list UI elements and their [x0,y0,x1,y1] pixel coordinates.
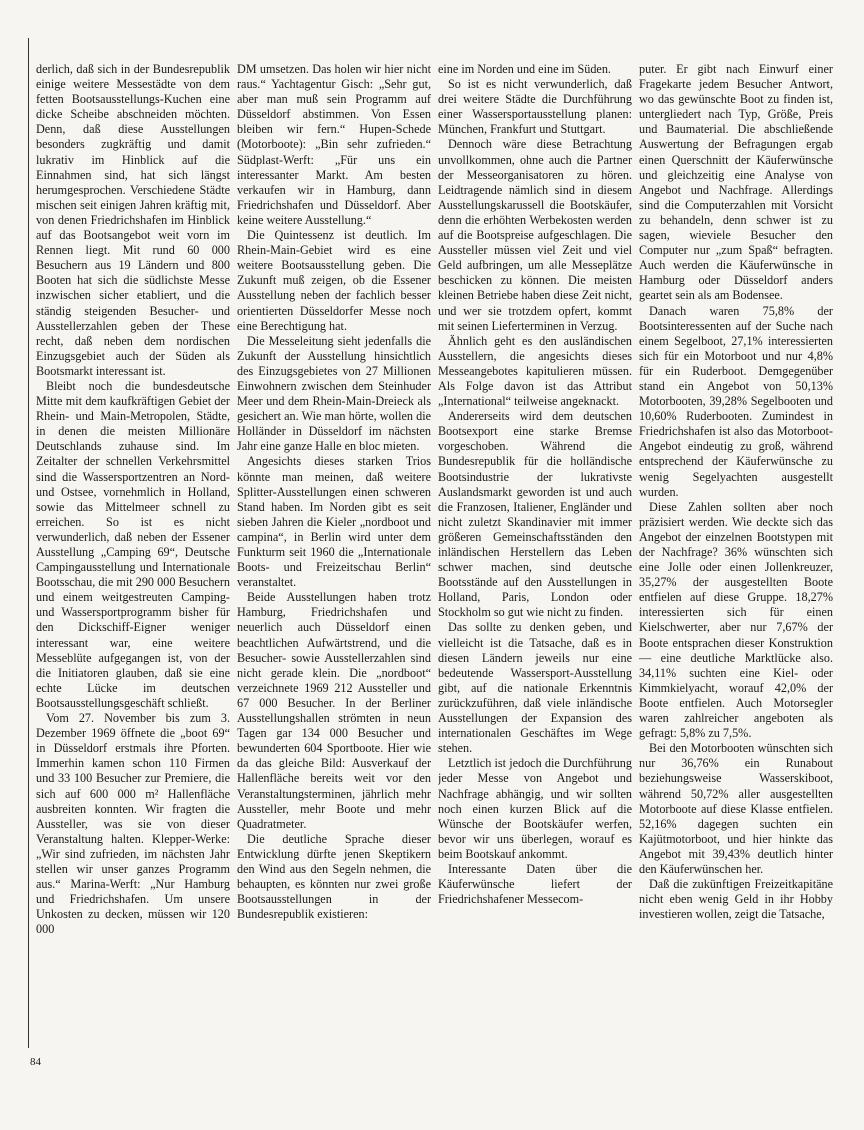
paragraph: Das sollte zu denken geben, und vielleicht ist die Tatsache, daß es in diesen Ländern jeweils nur eine bedeutende Wassersport-Ausstellung gibt, auf die nationale Erkenntnis zurückzuführen, daß viele inländische Ausstellungen der Expansion des internationalen Geschäftes im Wege stehen. [438,620,632,756]
article-columns [36,62,834,1057]
paragraph: eine im Norden und eine im Süden. [438,62,611,76]
paragraph: Daß die zukünftigen Freizeitkapitäne nicht eben wenig Geld in ihr Hobby investieren wollen, zeigt die Tatsache, [639,877,833,922]
paragraph: Bleibt noch die bundesdeutsche Mitte mit dem kaufkräftigen Gebiet der Rhein- und Main-Metropolen, Städte, in denen die meisten Millionäre Deutschlands zuhause sind. Im Zeitalter der schnellen Verkehrsmittel sind die Wassersportzentren an Nord- und Ostsee, vornehmlich in Holland, sowie das Mittelmeer schnell zu erreichen. So ist es nicht verwunderlich, daß neben der Essener Ausstellung „Camping 69“, Deutsche Campingausstellung und Internationale Bootsschau, die mit 290 000 Besuchern und einem weitgestreuten Camping- und Wassersportprogramm bisher für den Dickschiff-Eigner weniger interessant war, eine weitere Messeblüte aufgegangen ist, von der die Initiatoren glauben, daß sie eine echte Lücke im deutschen Bootsausstellungsgeschäft schließt. [36,378,230,710]
paragraph: derlich, daß sich in der Bundesrepublik einige weitere Messestädte von dem fetten Bootsausstellungs-Kuchen eine dicke Scheibe abschneiden möchten. Denn, daß diese Ausstellungen besonders zugkräftig und damit lukrativ im Hinblick auf die Einnahmen sind, hat sich längst herumgesprochen. Verschiedene Städte mischen seit einigen Jahren kräftig mit, von denen Friedrichshafen im Hinblick auf das Bootsangebot weit vorn im Rennen liegt. Mit rund 60 000 Besuchern aus 19 Ländern und 800 Booten hat sich die südlichste Messe inzwischen sicher etabliert, und die ständig steigenden Besucher- und Ausstellerzahlen geben der These recht, daß neben dem nordischen Einzugsgebiet auch der Süden als Bootsmarkt interessant ist. [36,62,230,378]
paragraph: Letztlich ist jedoch die Durchführung jeder Messe von Angebot und Nachfrage abhängig, und wir sollten noch einen kurzen Blick auf die Wünsche der Bootskäufer werfen, bevor wir uns überlegen, worauf es beim Bootskauf ankommt. [438,756,632,861]
text-column-1 [36,62,230,1057]
paragraph: DM umsetzen. Das holen wir hier nicht raus.“ Yachtagentur Gisch: „Sehr gut, aber man muß sein Programm auf Düsseldorf abstimmen. Von Essen bleiben wir fern.“ Hupen-Schede (Motorboote): „Bin sehr zufrieden.“ Südplast-Werft: „Für uns ein interessanter Markt. Am besten verkaufen wir in Hamburg, dann Friedrichshafen und Düsseldorf. Aber keine weitere Ausstellung.“ [237,62,431,227]
page-number: 84 [30,1056,41,1068]
paragraph: Die Quintessenz ist deutlich. Im Rhein-Main-Gebiet wird es eine weitere Bootsausstellung geben. Die Zukunft muß zeigen, ob die Essener Ausstellung neben der fachlich besser orientierten Düsseldorfer Messe noch eine Berechtigung hat. [237,228,431,333]
text-column-2 [237,62,431,1057]
paragraph: Die deutliche Sprache dieser Entwicklung dürfte jenen Skeptikern den Wind aus den Segeln nehmen, die behaupten, es könnten nur zwei große Bootsausstellungen in der Bundesrepublik existieren: [237,831,431,922]
paragraph: Die Messeleitung sieht jedenfalls die Zukunft der Ausstellung hinsichtlich des Einzugsgebietes von 27 Millionen Einwohnern zwischen dem Steinhuder Meer und dem Rhein-Main-Dreieck als gesichert an. Wie man hörte, wollen die Holländer in Düsseldorf im nächsten Jahr eine ganze Halle en bloc mieten. [237,333,431,454]
paragraph: Angesichts dieses starken Trios könnte man meinen, daß weitere Splitter-Ausstellungen einen schweren Stand haben. Im Norden gibt es seit sieben Jahren die Kieler „nordboot und campina“, in Berlin wird unter dem Funkturm seit 1960 die „Internationale Boots- und Freizeitschau Berlin“ veranstaltet. [237,454,431,590]
paragraph: Vom 27. November bis zum 3. Dezember 1969 öffnete die „boot 69“ in Düsseldorf erstmals ihre Pforten. Immerhin kamen schon 110 Firmen und 33 100 Besucher zur Premiere, die sich auf 600 000 m² Hallenfläche ausbreiten konnten. Wir fragten die Aussteller, was sie von dieser Veranstaltung halten. Klepper-Werke: „Wir sind zufrieden, im nächsten Jahr stellen wir unser ganzes Programm aus.“ Marina-Werft: „Nur Hamburg und Friedrichshafen. Um unsere Unkosten zu decken, müssen wir 120 000 [36,711,230,937]
paragraph: Dennoch wäre diese Betrachtung unvollkommen, ohne auch die Partner der Messeorganisatoren zu hören. Leidtragende nämlich sind in diesem Ausstellungskarussell die Bootskäufer, denn die erhöhten Werbekosten werden auf die Bootspreise aufgeschlagen. Die Aussteller müssen viel Zeit und viel Geld aufbringen, um alle Messeplätze beschicken zu können. Die meisten kleinen Betriebe haben diese Zeit nicht, und wer sie trotzdem opfert, kommt mit seinen Lieferterminen in Verzug. [438,137,632,333]
paragraph: Diese Zahlen sollten aber noch präzisiert werden. Wie deckte sich das Angebot der einzelnen Bootstypen mit der Nachfrage? 36% wünschten sich eine Jolle oder einen Jollenkreuzer, 35,27% der ausgestellten Boote entfielen auf diese Gruppe. 18,27% interessierten sich für einen Kielschwerter, aber nur 7,67% der Boote entsprachen dieser Konstruktion — eine deutliche Marktlücke also. 34,11% suchten eine Kiel- oder Kimmkielyacht, worauf 42,0% der Boote entfielen. Auch Motorsegler waren zahlreicher angeboten als gefragt: 5,8% zu 7,5%. [639,499,833,741]
text-column-3 [438,62,632,1057]
paragraph: Interessante Daten über die Käuferwünsche liefert der Friedrichshafener Messecom- [438,861,632,907]
paragraph: Bei den Motorbooten wünschten sich nur 36,76% ein Runabout beziehungsweise Wasserskiboot, während 50,72% aller ausgestellten Motorboote auf diese Klasse entfielen. 52,16% dagegen suchten ein Kajütmotorboot, und hier hinkte das Angebot mit 39,43% deutlich hinter den Käuferwünschen her. [639,741,833,876]
text-column-4 [639,62,833,1057]
page-margin-rule [28,38,29,1048]
paragraph: Beide Ausstellungen haben trotz Hamburg, Friedrichshafen und neuerlich auch Düsseldorf einen beachtlichen Aufwärtstrend, und die Besucher- sowie Ausstellerzahlen sind nicht gerade klein. Die „nordboot“ verzeichnete 1969 212 Aussteller und 67 000 Besucher. In der Berliner Ausstellungshallen strömten in neun Tagen gar 134 000 Besucher und bewunderten 604 Sportboote. Hier wie da das gleiche Bild: Ausverkauf der Hallenfläche bereits weit vor den Veranstaltungsterminen, jährlich mehr Aussteller, mehr Boote und mehr Quadratmeter. [237,590,431,831]
paragraph: So ist es nicht verwunderlich, daß drei weitere Städte die Durchführung einer Wassersportausstellung planen: München, Frankfurt und Stuttgart. [438,77,632,137]
paragraph: puter. Er gibt nach Einwurf einer Fragekarte jedem Besucher Antwort, wo das gewünschte Boot zu finden ist, untergliedert nach Typ, Größe, Preis und Baumaterial. Die abschließende Auswertung der Befragungen ergab einen Querschnitt der Käuferwünsche und gleichzeitig eine Analyse von Angebot und Nachfrage. Allerdings sind die Computerzahlen mit Vorsicht zu behandeln, denn schwer ist zu sagen, wieviele Besucher den Computer nur „zum Spaß“ befragten. Auch werden die Käuferwünsche in Hamburg oder Düsseldorf anders geartet sein als am Bodensee. [639,62,833,303]
paragraph: Andererseits wird dem deutschen Bootsexport eine starke Bremse vorgeschoben. Während die Bundesrepublik für die holländische Bootsindustrie der lukrativste Auslandsmarkt geworden ist und auch die Franzosen, Italiener, Engländer und nicht zuletzt Skandinavier mit immer größeren Gemeinschaftsständen den inländischen Herstellern das Leben schwer machen, sind deutsche Bootsstände auf den Ausstellungen in Holland, Paris, London oder Stockholm so gut wie nicht zu finden. [438,409,632,620]
paragraph: Ähnlich geht es den ausländischen Ausstellern, die angesichts dieses Messeangebotes kapitulieren müssen. Als Folge davon ist das Attribut „International“ teilweise angeknackt. [438,333,632,409]
paragraph: Danach waren 75,8% der Bootsinteressenten auf der Suche nach einem Segelboot, 27,1% interessierten sich für ein Motorboot und nur 4,8% für ein Ruderboot. Demgegenüber stand ein Angebot von 50,13% Motorbooten, 39,28% Segelbooten und 10,60% Ruderbooten. Zumindest in Friedrichshafen ist also das Motorboot-Angebot eindeutig zu groß, während entsprechend der Käuferwünsche zu wenig Segelyachten ausgestellt wurden. [639,303,833,499]
